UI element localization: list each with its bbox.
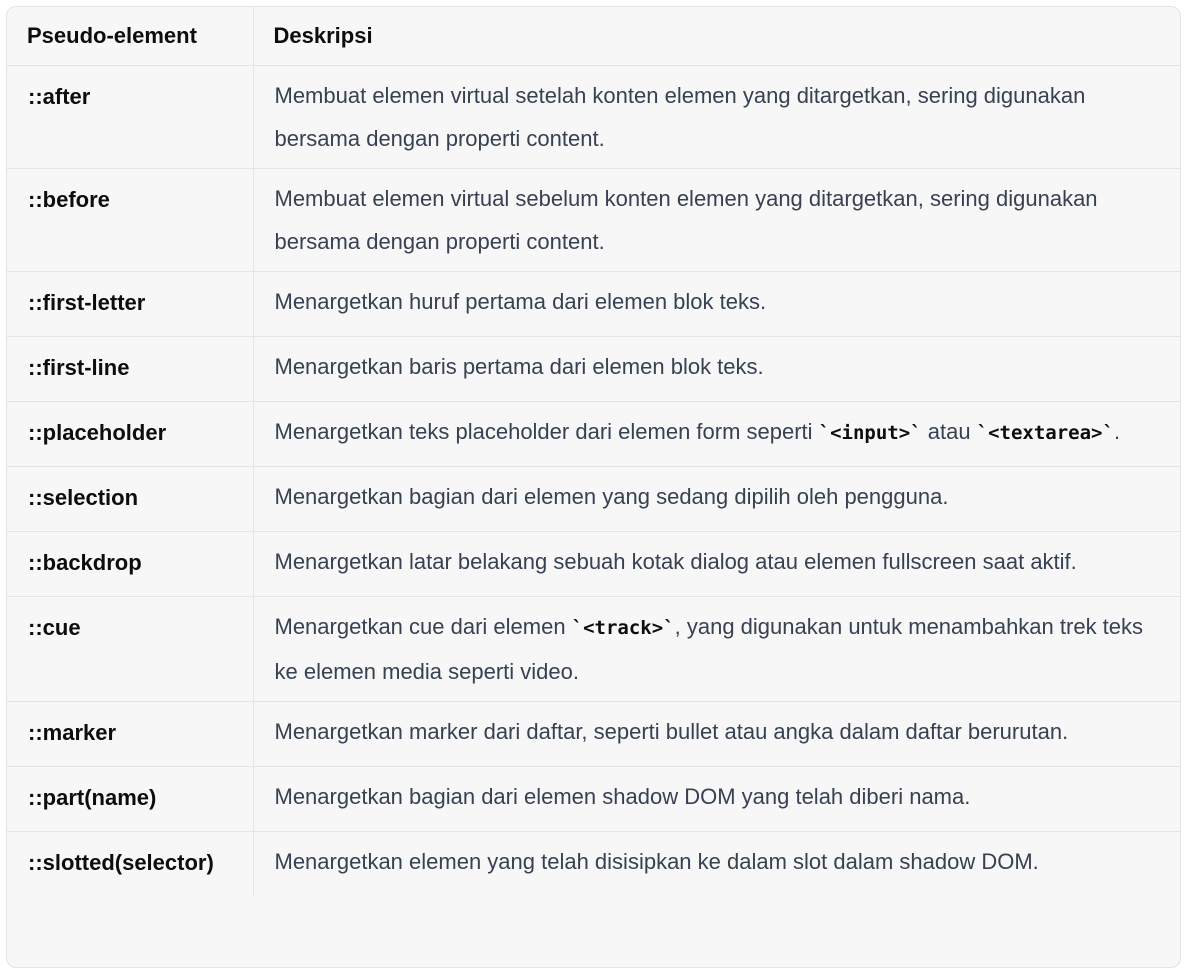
pseudo-element-name: ::backdrop (7, 532, 253, 597)
pseudo-element-name: ::part(name) (7, 767, 253, 832)
description-text: Menargetkan baris pertama dari elemen blok teks. (274, 354, 764, 379)
pseudo-element-description (253, 702, 1180, 767)
pseudo-element-name: ::slotted(selector) (7, 832, 253, 897)
inline-code: `<textarea>` (976, 422, 1114, 444)
pseudo-element-description (253, 272, 1180, 337)
header-pseudo-element: Pseudo-element (7, 7, 253, 66)
pseudo-element-description (253, 169, 1180, 272)
pseudo-element-name: ::first-letter (7, 272, 253, 337)
pseudo-element-description (253, 337, 1180, 402)
description-text: Menargetkan cue dari elemen (274, 614, 572, 639)
description-text: Menargetkan bagian dari elemen shadow DOM yang telah diberi nama. (274, 784, 971, 809)
inline-code: `<track>` (571, 617, 675, 639)
description-text: . (1113, 419, 1121, 444)
inline-code: `<input>` (818, 422, 922, 444)
pseudo-element-description (253, 467, 1180, 532)
header-deskripsi: Deskripsi (253, 7, 1180, 66)
description-text: Membuat elemen virtual sebelum konten elemen yang ditargetkan, sering digunakan bersama dengan properti content. (274, 186, 1098, 254)
pseudo-element-table (7, 7, 1180, 896)
table-header-row (7, 7, 1180, 66)
pseudo-element-description (253, 832, 1180, 897)
description-text: Menargetkan bagian dari elemen yang sedang dipilih oleh pengguna. (274, 484, 949, 509)
description-text: Membuat elemen virtual setelah konten elemen yang ditargetkan, sering digunakan bersama dengan properti content. (274, 83, 1086, 151)
table-row (7, 337, 1180, 402)
description-text: atau (921, 419, 977, 444)
pseudo-element-name: ::first-line (7, 337, 253, 402)
table-body (7, 66, 1180, 897)
pseudo-element-description (253, 767, 1180, 832)
pseudo-element-description (253, 597, 1180, 702)
description-text: , yang digunakan untuk menambahkan trek teks ke elemen media seperti video. (274, 614, 1144, 684)
description-text: Menargetkan teks placeholder dari elemen form seperti (274, 419, 819, 444)
table-row (7, 597, 1180, 702)
table-row (7, 532, 1180, 597)
description-text: Menargetkan huruf pertama dari elemen blok teks. (274, 289, 767, 314)
pseudo-element-description (253, 532, 1180, 597)
table-header (7, 7, 1180, 66)
pseudo-element-name: ::after (7, 66, 253, 169)
table-row (7, 402, 1180, 467)
pseudo-element-description (253, 402, 1180, 467)
pseudo-element-name: ::placeholder (7, 402, 253, 467)
pseudo-element-table-container (6, 6, 1181, 968)
pseudo-element-name: ::before (7, 169, 253, 272)
pseudo-element-name: ::marker (7, 702, 253, 767)
table-row (7, 832, 1180, 897)
table-row (7, 467, 1180, 532)
description-text: Menargetkan latar belakang sebuah kotak dialog atau elemen fullscreen saat aktif. (274, 549, 1077, 574)
description-text: Menargetkan marker dari daftar, seperti bullet atau angka dalam daftar berurutan. (274, 719, 1069, 744)
table-row (7, 702, 1180, 767)
table-row (7, 169, 1180, 272)
description-text: Menargetkan elemen yang telah disisipkan ke dalam slot dalam shadow DOM. (274, 849, 1039, 874)
pseudo-element-name: ::cue (7, 597, 253, 702)
table-row (7, 767, 1180, 832)
table-row (7, 272, 1180, 337)
table-row (7, 66, 1180, 169)
pseudo-element-description (253, 66, 1180, 169)
pseudo-element-name: ::selection (7, 467, 253, 532)
